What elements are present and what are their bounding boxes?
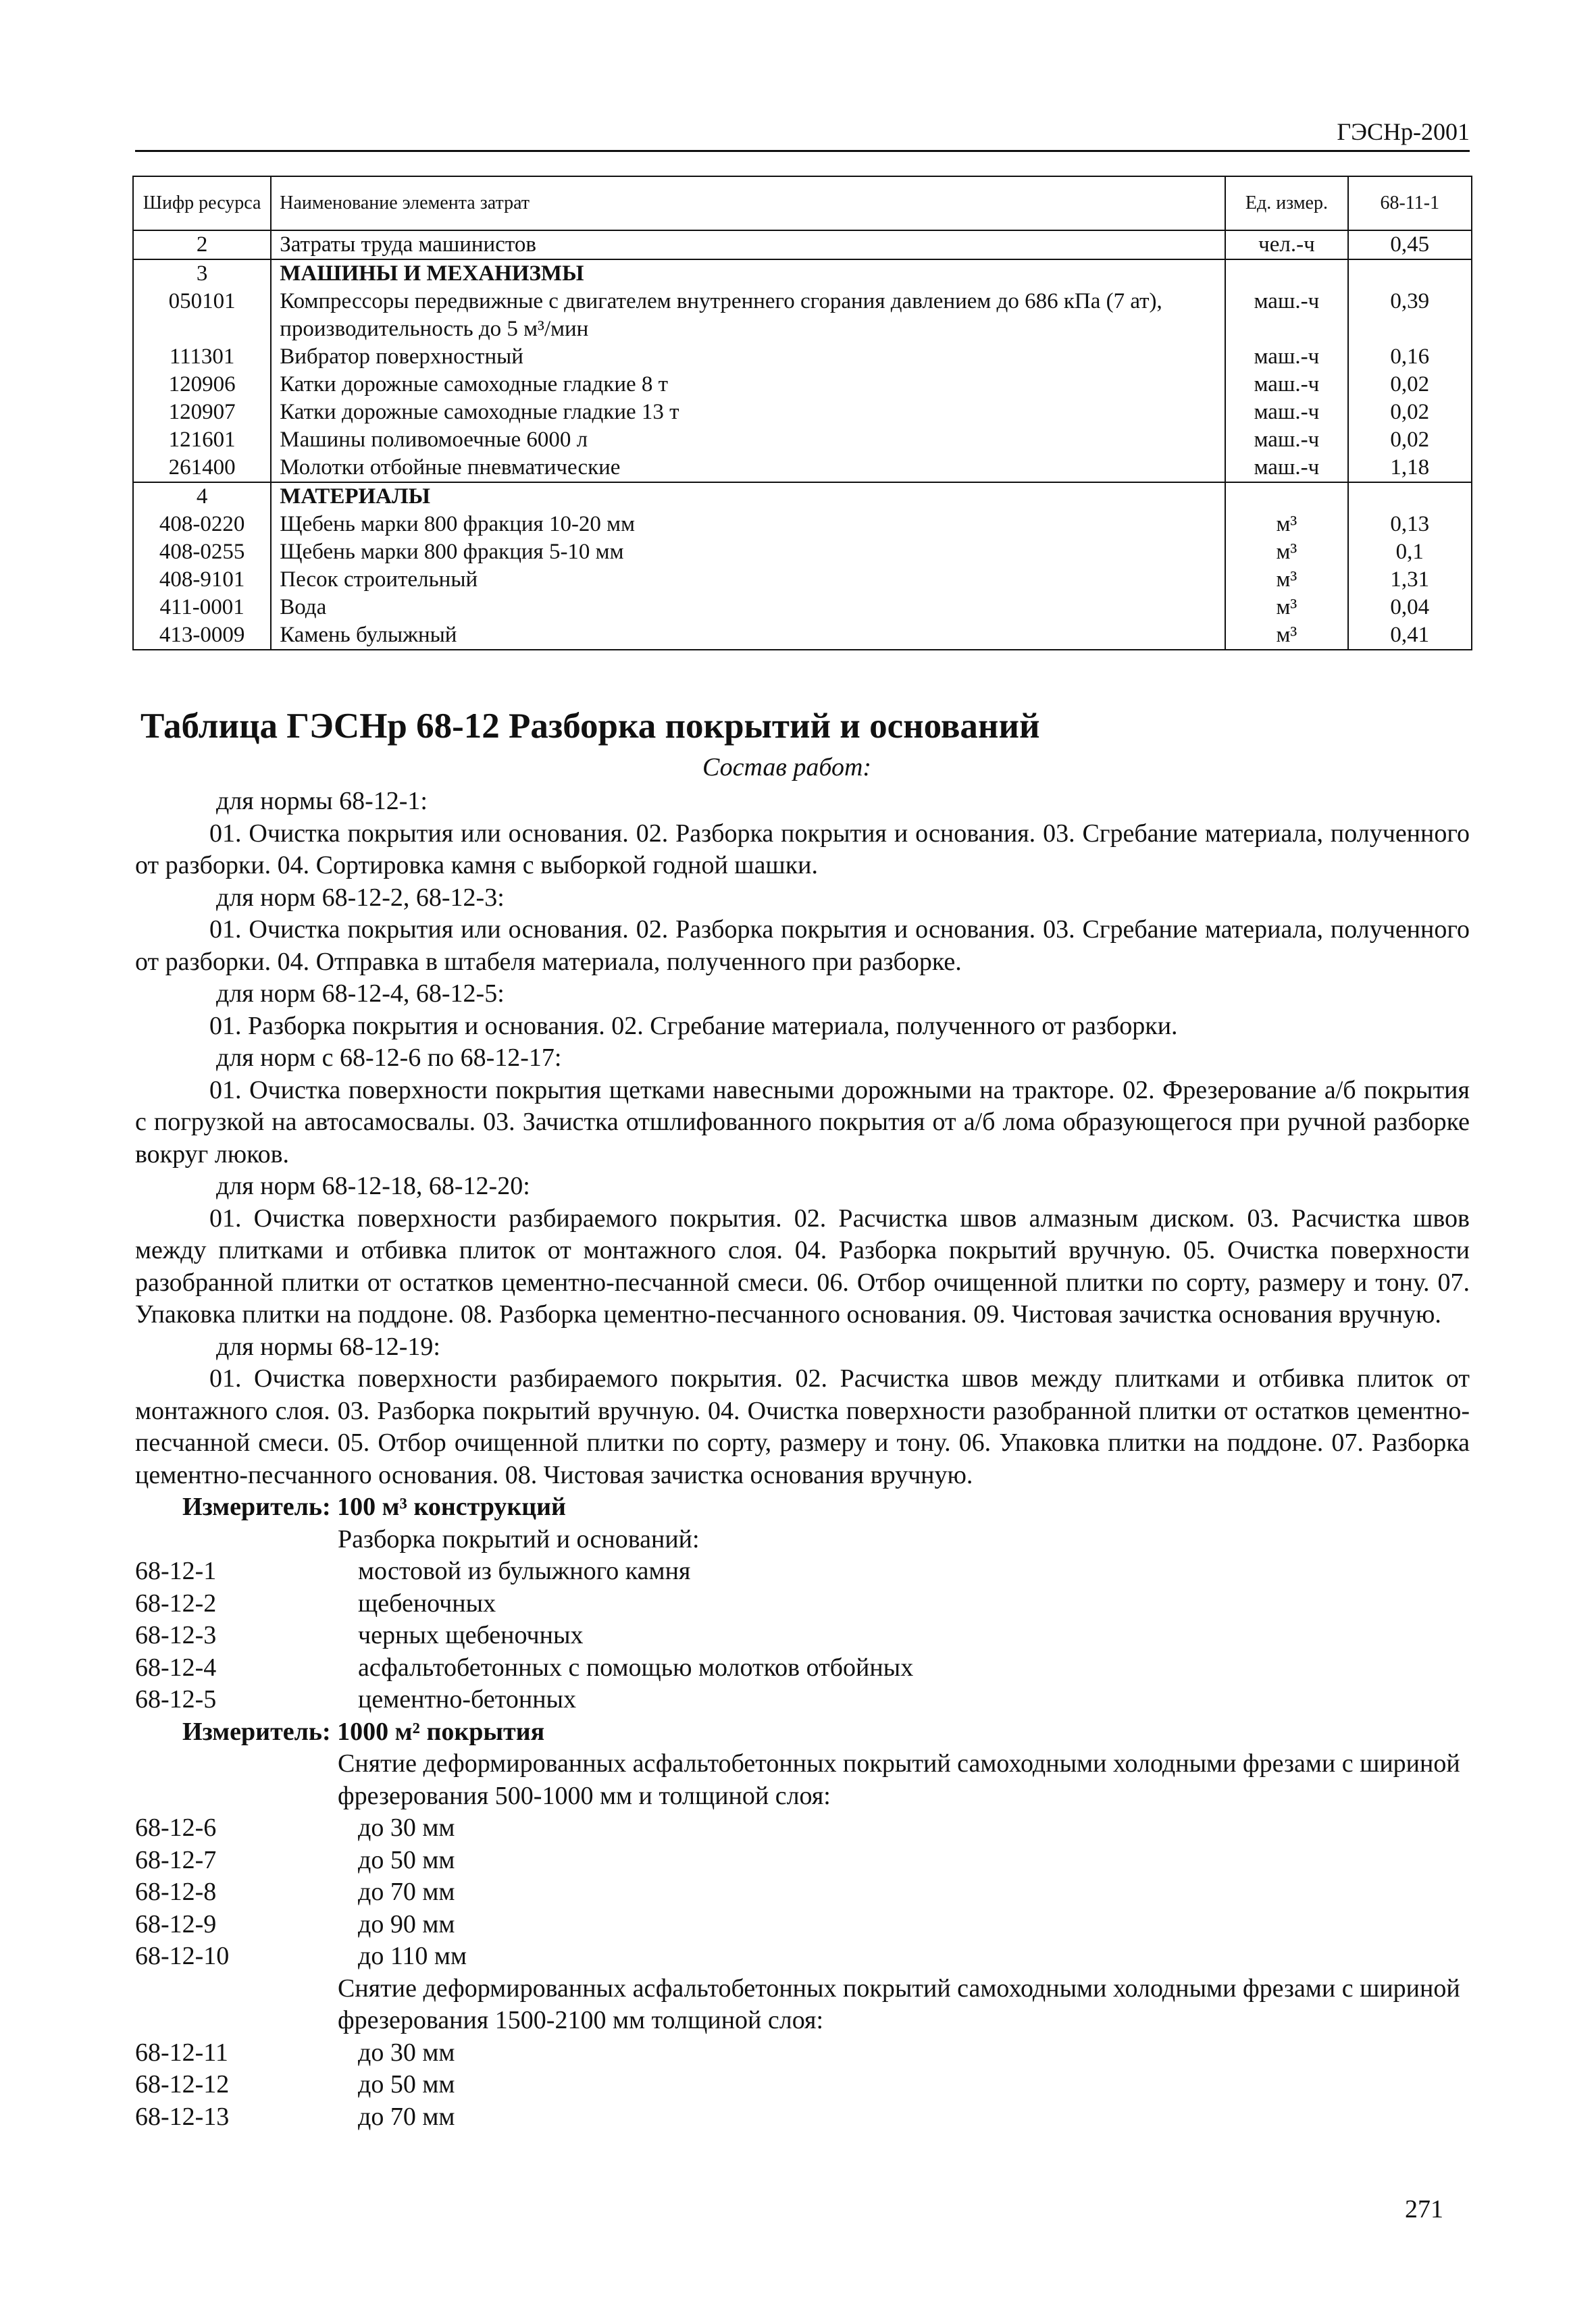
group-3-title: Снятие деформированных асфальтобетонных покрытий самоходными холодными фрезами с шириной фрезерования 1500-2100 мм толщиной слоя: <box>338 1974 1460 2034</box>
table-header-row <box>133 176 1472 230</box>
table-row <box>133 259 1472 288</box>
norm-description: до 30 мм <box>358 2038 455 2067</box>
cell-unit <box>1225 259 1347 288</box>
cell-code: 413-0009 <box>133 621 271 650</box>
cell-unit: м³ <box>1225 511 1347 538</box>
cell-code: 4 <box>133 482 271 511</box>
norm-description: щебеночных <box>358 1589 496 1618</box>
cell-name: Молотки отбойные пневматические <box>271 454 1225 482</box>
norm-item <box>135 1812 1470 1845</box>
section-body <box>135 786 1470 2133</box>
norm-code: 68-12-6 <box>135 1814 217 1842</box>
cell-code: 050101 <box>133 288 271 343</box>
cell-unit: чел.-ч <box>1225 230 1347 259</box>
measure-2: Измеритель: 1000 м² покрытия <box>182 1717 545 1746</box>
norm-description: до 50 мм <box>358 2070 455 2099</box>
cell-value: 0,02 <box>1348 371 1472 398</box>
cell-code: 408-9101 <box>133 566 271 594</box>
table-row <box>133 594 1472 621</box>
cell-unit: маш.-ч <box>1225 426 1347 454</box>
cell-value <box>1348 259 1472 288</box>
cell-unit: м³ <box>1225 538 1347 566</box>
cell-code: 3 <box>133 259 271 288</box>
cell-code: 408-0255 <box>133 538 271 566</box>
header-code: Шифр ресурса <box>133 176 271 230</box>
cell-code: 408-0220 <box>133 511 271 538</box>
table-row <box>133 538 1472 566</box>
table-row <box>133 371 1472 398</box>
norm-code: 68-12-13 <box>135 2102 230 2131</box>
cell-name: Машины поливомоечные 6000 л <box>271 426 1225 454</box>
table-row <box>133 230 1472 259</box>
cell-unit: маш.-ч <box>1225 343 1347 371</box>
norm-item <box>135 1684 1470 1716</box>
cell-section-title: МАШИНЫ И МЕХАНИЗМЫ <box>271 259 1225 288</box>
cell-name: Щебень марки 800 фракция 10-20 мм <box>271 511 1225 538</box>
cost-table <box>132 176 1472 650</box>
cell-code: 111301 <box>133 343 271 371</box>
cell-value <box>1348 482 1472 511</box>
header-unit: Ед. измер. <box>1225 176 1347 230</box>
cell-value: 0,02 <box>1348 426 1472 454</box>
norm-code: 68-12-10 <box>135 1942 230 1970</box>
cell-name: Камень булыжный <box>271 621 1225 650</box>
table-body <box>133 230 1472 650</box>
group-2-title: Снятие деформированных асфальтобетонных покрытий самоходными холодными фрезами с шириной фрезерования 500-1000 мм и толщиной слоя: <box>338 1749 1460 1810</box>
cell-name: Катки дорожные самоходные гладкие 8 т <box>271 371 1225 398</box>
norm-code: 68-12-5 <box>135 1685 217 1714</box>
table-row <box>133 621 1472 650</box>
header-value: 68-11-1 <box>1348 176 1472 230</box>
norm-description: до 30 мм <box>358 1814 455 1842</box>
cell-name: Затраты труда машинистов <box>271 230 1225 259</box>
page-number: 271 <box>1405 2195 1443 2223</box>
table-row <box>133 566 1472 594</box>
operations-text: 01. Разборка покрытия и основания. 02. Сгребание материала, полученного от разборки. <box>209 1011 1178 1040</box>
norm-list-2 <box>135 1812 1470 1973</box>
norm-item <box>135 1652 1470 1685</box>
norm-code: 68-12-9 <box>135 1909 217 1938</box>
cell-value: 0,13 <box>1348 511 1472 538</box>
norm-list-1 <box>135 1555 1470 1716</box>
table-row <box>133 288 1472 343</box>
norm-code: 68-12-8 <box>135 1878 217 1906</box>
work-composition-heading: Состав работ: <box>702 753 872 781</box>
norm-scope: для норм с 68-12-6 по 68-12-17: <box>216 1044 562 1072</box>
table-row <box>133 426 1472 454</box>
table-row <box>133 454 1472 482</box>
cell-value: 0,45 <box>1348 230 1472 259</box>
cell-unit <box>1225 482 1347 511</box>
cell-code: 121601 <box>133 426 271 454</box>
norm-description: до 110 мм <box>358 1942 467 1970</box>
cell-unit: м³ <box>1225 621 1347 650</box>
cell-value: 0,04 <box>1348 594 1472 621</box>
norm-description: цементно-бетонных <box>358 1685 577 1714</box>
work-blocks <box>135 786 1470 1491</box>
norm-item <box>135 2037 1470 2069</box>
cell-name: Щебень марки 800 фракция 5-10 мм <box>271 538 1225 566</box>
norm-item <box>135 1940 1470 1973</box>
doc-code: ГЭСНр-2001 <box>1337 118 1470 145</box>
cell-value: 1,18 <box>1348 454 1472 482</box>
cell-code: 2 <box>133 230 271 259</box>
cell-code: 120906 <box>133 371 271 398</box>
norm-code: 68-12-1 <box>135 1557 217 1585</box>
norm-code: 68-12-7 <box>135 1845 217 1874</box>
cell-name: Катки дорожные самоходные гладкие 13 т <box>271 398 1225 426</box>
norm-item <box>135 1555 1470 1588</box>
norm-scope: для норм 68-12-2, 68-12-3: <box>216 883 505 912</box>
norm-item <box>135 1588 1470 1620</box>
cell-value: 0,39 <box>1348 288 1472 343</box>
cell-unit: маш.-ч <box>1225 454 1347 482</box>
cell-value: 1,31 <box>1348 566 1472 594</box>
header-name: Наименование элемента затрат <box>271 176 1225 230</box>
table-title: Таблица ГЭСНр 68-12 Разборка покрытий и оснований <box>140 706 1040 746</box>
norm-code: 68-12-2 <box>135 1589 217 1618</box>
cell-code: 411-0001 <box>133 594 271 621</box>
operations-text: 01. Очистка поверхности разбираемого покрытия. 02. Расчистка швов алмазным диском. 03. Расчистка швов между плитками и отбивка плиток от монтажного слоя. 04. Разборка покрытий вручную. 05. Очистка поверхности разобранной плитки от остатков цементно-песчанной смеси. 06. Отбор очищенной плитки по сорту, размеру и тону. 07. Упаковка плитки на поддоне. 08. Разборка цементно-песчанного основания. 09. Чистовая зачистка основания вручную. <box>135 1204 1470 1329</box>
norm-description: до 50 мм <box>358 1845 455 1874</box>
cell-unit: маш.-ч <box>1225 398 1347 426</box>
operations-text: 01. Очистка поверхности покрытия щетками навесными дорожными на тракторе. 02. Фрезерование а/б покрытия с погрузкой на автосамосвалы. 03. Зачистка отшлифованного покрытия от а/б лома образующегося при ручной разборке вокруг люков. <box>135 1075 1470 1168</box>
norm-code: 68-12-12 <box>135 2070 230 2099</box>
cell-unit: м³ <box>1225 594 1347 621</box>
norm-item <box>135 2101 1470 2134</box>
norm-description: мостовой из булыжного камня <box>358 1557 691 1585</box>
operations-text: 01. Очистка поверхности разбираемого покрытия. 02. Расчистка швов между плитками и отбивка плиток от монтажного слоя. 03. Разборка покрытий вручную. 04. Очистка поверхности разобранной плитки от остатков цементно-песчанной смеси. 05. Отбор очищенной плитки по сорту, размеру и тону. 06. Упаковка плитки на поддоне. 07. Разборка цементно-песчанного основания. 08. Чистовая зачистка основания вручную. <box>135 1364 1470 1489</box>
cell-name: Вибратор поверхностный <box>271 343 1225 371</box>
cell-unit: маш.-ч <box>1225 288 1347 343</box>
norm-description: до 70 мм <box>358 1878 455 1906</box>
running-head <box>135 116 1470 152</box>
norm-item <box>135 1620 1470 1652</box>
table-row <box>133 398 1472 426</box>
table-row <box>133 343 1472 371</box>
norm-item <box>135 1909 1470 1941</box>
norm-scope: для нормы 68-12-1: <box>216 787 428 815</box>
norm-code: 68-12-3 <box>135 1621 217 1649</box>
cell-code: 120907 <box>133 398 271 426</box>
cell-value: 0,1 <box>1348 538 1472 566</box>
cell-unit: маш.-ч <box>1225 371 1347 398</box>
norm-list-3 <box>135 2037 1470 2134</box>
norm-description: асфальтобетонных с помощью молотков отбойных <box>358 1653 914 1682</box>
cell-name: Компрессоры передвижные с двигателем внутреннего сгорания давлением до 686 кПа (7 ат), производительность до 5 м³/мин <box>271 288 1225 343</box>
operations-text: 01. Очистка покрытия или основания. 02. Разборка покрытия и основания. 03. Сгребание материала, полученного от разборки. 04. Отправка в штабеля материала, полученного при разборке. <box>135 915 1470 976</box>
norm-code: 68-12-4 <box>135 1653 217 1682</box>
norm-item <box>135 2069 1470 2101</box>
cell-name: Вода <box>271 594 1225 621</box>
norm-description: черных щебеночных <box>358 1621 584 1649</box>
measure-1: Измеритель: 100 м³ конструкций <box>182 1493 566 1521</box>
table-row <box>133 511 1472 538</box>
norm-scope: для норм 68-12-18, 68-12-20: <box>216 1172 530 1200</box>
cell-value: 0,02 <box>1348 398 1472 426</box>
cell-name: Песок строительный <box>271 566 1225 594</box>
cell-value: 0,16 <box>1348 343 1472 371</box>
norm-item <box>135 1876 1470 1909</box>
table-row <box>133 482 1472 511</box>
group-1-title: Разборка покрытий и оснований: <box>338 1524 700 1553</box>
norm-scope: для нормы 68-12-19: <box>216 1332 440 1361</box>
norm-description: до 90 мм <box>358 1909 455 1938</box>
norm-item <box>135 1845 1470 1877</box>
norm-code: 68-12-11 <box>135 2038 228 2067</box>
norm-description: до 70 мм <box>358 2102 455 2131</box>
norm-scope: для норм 68-12-4, 68-12-5: <box>216 979 505 1008</box>
cell-section-title: МАТЕРИАЛЫ <box>271 482 1225 511</box>
cell-unit: м³ <box>1225 566 1347 594</box>
operations-text: 01. Очистка покрытия или основания. 02. Разборка покрытия и основания. 03. Сгребание материала, полученного от разборки. 04. Сортировка камня с выборкой годной шашки. <box>135 819 1470 879</box>
cell-value: 0,41 <box>1348 621 1472 650</box>
cell-code: 261400 <box>133 454 271 482</box>
